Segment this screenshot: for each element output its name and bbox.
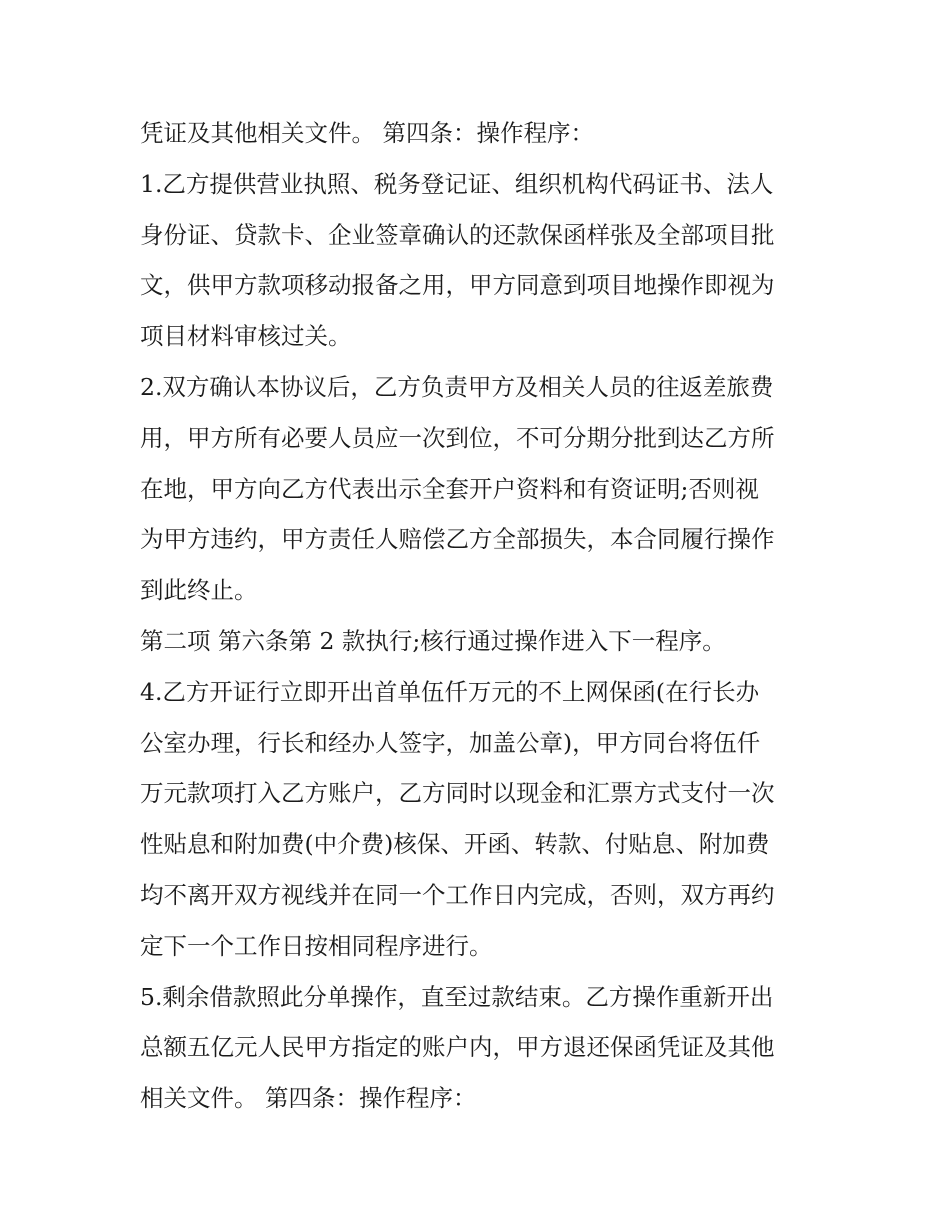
text-line: 到此终止。 — [140, 576, 258, 605]
text-line: 4.乙方开证行立即开出首单伍仟万元的不上网保函(在行长办 — [140, 677, 760, 706]
text-line: 第二项 第六条第 2 款执行;核行通过操作进入下一程序。 — [140, 626, 726, 655]
text-line: 万元款项打入乙方账户，乙方同时以现金和汇票方式支付一次 — [140, 779, 775, 808]
text-line: 为甲方违约，甲方责任人赔偿乙方全部损失，本合同履行操作 — [140, 525, 775, 554]
text-line: 5.剩余借款照此分单操作，直至过款结束。乙方操作重新开出 — [140, 982, 774, 1011]
text-line: 相关文件。 第四条：操作程序： — [140, 1084, 477, 1113]
text-line: 用，甲方所有必要人员应一次到位，不可分期分批到达乙方所 — [140, 423, 775, 452]
text-line: 公室办理，行长和经办人签字，加盖公章)，甲方同台将伍仟 — [140, 728, 761, 757]
text-line: 总额五亿元人民甲方指定的账户内，甲方退还保函凭证及其他 — [140, 1033, 775, 1062]
text-line: 定下一个工作日按相同程序进行。 — [140, 931, 493, 960]
text-line: 均不离开双方视线并在同一个工作日内完成，否则，双方再约 — [140, 880, 775, 909]
text-line: 性贴息和附加费(中介费)核保、开函、转款、付贴息、附加费 — [140, 830, 770, 859]
text-line: 文，供甲方款项移动报备之用，甲方同意到项目地操作即视为 — [140, 271, 775, 300]
document-body — [140, 108, 816, 1124]
text-line: 凭证及其他相关文件。 第四条：操作程序： — [140, 119, 594, 147]
text-line: 项目材料审核过关。 — [140, 322, 352, 351]
text-line: 1.乙方提供营业执照、税务登记证、组织机构代码证书、法人 — [140, 169, 774, 198]
text-line: 在地，甲方向乙方代表出示全套开户资料和有资证明;否则视 — [140, 474, 759, 503]
text-line: 身份证、贷款卡、企业签章确认的还款保函样张及全部项目批 — [140, 220, 775, 249]
text-line: 2.双方确认本协议后，乙方负责甲方及相关人员的往返差旅费 — [140, 372, 774, 401]
